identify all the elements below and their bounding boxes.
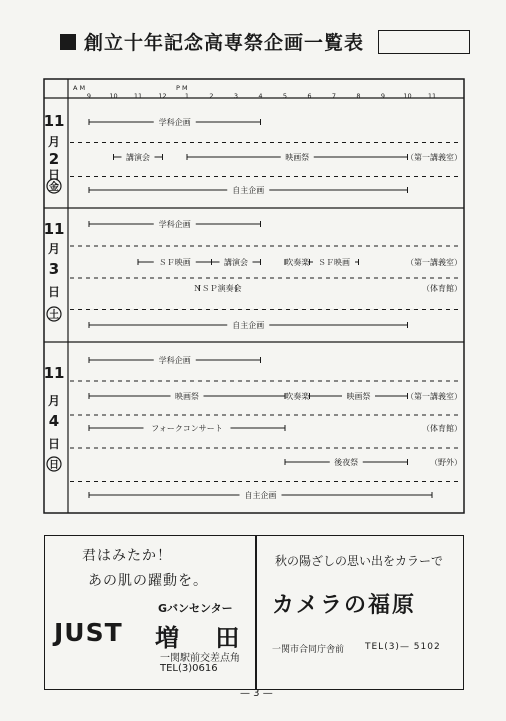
weekday-label: 金 bbox=[49, 182, 59, 193]
ad-right-name: カメラの福原 bbox=[272, 593, 417, 618]
ad-left-address: 一関駅前交差点角 bbox=[160, 653, 240, 664]
hour-tick-label: 8 bbox=[356, 92, 361, 100]
weekday-label: 日 bbox=[49, 460, 59, 471]
ad-right-slogan: 秋の陽ざしの思い出をカラーで bbox=[275, 554, 444, 568]
ad-left-tel: TEL(3)0616 bbox=[160, 663, 218, 674]
hour-tick-label: 11 bbox=[427, 92, 437, 100]
day-label-char: 日 bbox=[47, 437, 61, 451]
event-label: 学科企画 bbox=[158, 220, 191, 229]
ad-right-address: 一関市合同庁舎前 bbox=[272, 645, 345, 655]
ad-right-tel: TEL(3)— 5102 bbox=[365, 642, 441, 652]
event-label: 自主企画 bbox=[232, 186, 265, 195]
event-label: 講演会 bbox=[126, 153, 150, 162]
event-label: ＳＦ映画 bbox=[158, 258, 191, 267]
ad-divider bbox=[255, 535, 257, 690]
event-label: 学科企画 bbox=[158, 356, 191, 365]
day-label-char: 日 bbox=[47, 168, 61, 182]
hour-tick-label: 10 bbox=[403, 92, 412, 100]
event-label: 吹奏楽 bbox=[285, 258, 310, 267]
page-number: — 3 — bbox=[240, 688, 273, 699]
day-label-char: 月 bbox=[47, 394, 61, 408]
page-title-text: 創立十年記念高専祭企画一覧表 bbox=[84, 32, 365, 54]
hour-tick-label: 9 bbox=[86, 92, 92, 100]
event-label: フォークコンサート bbox=[151, 424, 223, 433]
event-label: 映画祭 bbox=[346, 392, 371, 401]
hour-tick-label: 4 bbox=[258, 92, 263, 100]
ad-left-slogan-2: あの肌の躍動を。 bbox=[88, 573, 208, 589]
hour-tick-label: 5 bbox=[282, 92, 288, 100]
event-label: ＮＳＰ演奏会 bbox=[193, 284, 242, 293]
hour-tick-label: 6 bbox=[307, 92, 312, 100]
hour-tick-label: 10 bbox=[109, 92, 118, 100]
day-label-char: 月 bbox=[47, 242, 61, 256]
venue-label: （野外） bbox=[430, 458, 462, 467]
event-label: 吹奏楽 bbox=[285, 392, 310, 401]
event-label: 映画祭 bbox=[175, 392, 199, 401]
day-label-char: 日 bbox=[47, 285, 61, 299]
venue-label: （体育館） bbox=[422, 424, 462, 433]
venue-label: （第一講義室） bbox=[406, 258, 462, 267]
venue-label: （第一講義室） bbox=[406, 392, 462, 401]
hour-tick-label: 1 bbox=[184, 92, 190, 100]
event-label: 自主企画 bbox=[232, 321, 265, 330]
venue-label: （体育館） bbox=[422, 284, 462, 293]
day-label-char: 月 bbox=[47, 135, 61, 149]
ad-left-slogan-1: 君はみたか！ bbox=[82, 548, 172, 564]
ad-left-name-en: JUST bbox=[54, 618, 123, 647]
day-label-char: 2 bbox=[48, 150, 60, 168]
hour-tick-label: 7 bbox=[331, 92, 337, 100]
day-label-char: 11 bbox=[43, 364, 65, 382]
event-label: ＳＦ映画 bbox=[318, 258, 350, 267]
day-label-char: 3 bbox=[48, 260, 60, 278]
event-label: 自主企画 bbox=[244, 491, 277, 500]
hour-tick-label: 3 bbox=[233, 92, 239, 100]
am-label: A M bbox=[73, 84, 86, 92]
hour-tick-label: 11 bbox=[133, 92, 143, 100]
venue-label: （第一講義室） bbox=[406, 153, 462, 162]
ad-left-subtitle: Gバンセンター bbox=[158, 602, 233, 615]
day-label-char: 11 bbox=[43, 220, 65, 238]
day-label-char: 4 bbox=[48, 412, 60, 430]
hour-tick-label: 2 bbox=[209, 92, 214, 100]
weekday-label: 土 bbox=[49, 310, 59, 321]
ad-left-name-jp: 増 田 bbox=[155, 624, 254, 652]
event-label: 講演会 bbox=[224, 258, 248, 267]
pm-label: P M bbox=[176, 84, 188, 92]
day-label-char: 11 bbox=[43, 112, 65, 130]
event-label: 後夜祭 bbox=[334, 458, 359, 467]
hour-tick-label: 9 bbox=[380, 92, 386, 100]
event-label: 映画祭 bbox=[285, 153, 310, 162]
event-label: 学科企画 bbox=[158, 118, 191, 127]
hour-tick-label: 12 bbox=[158, 92, 167, 100]
